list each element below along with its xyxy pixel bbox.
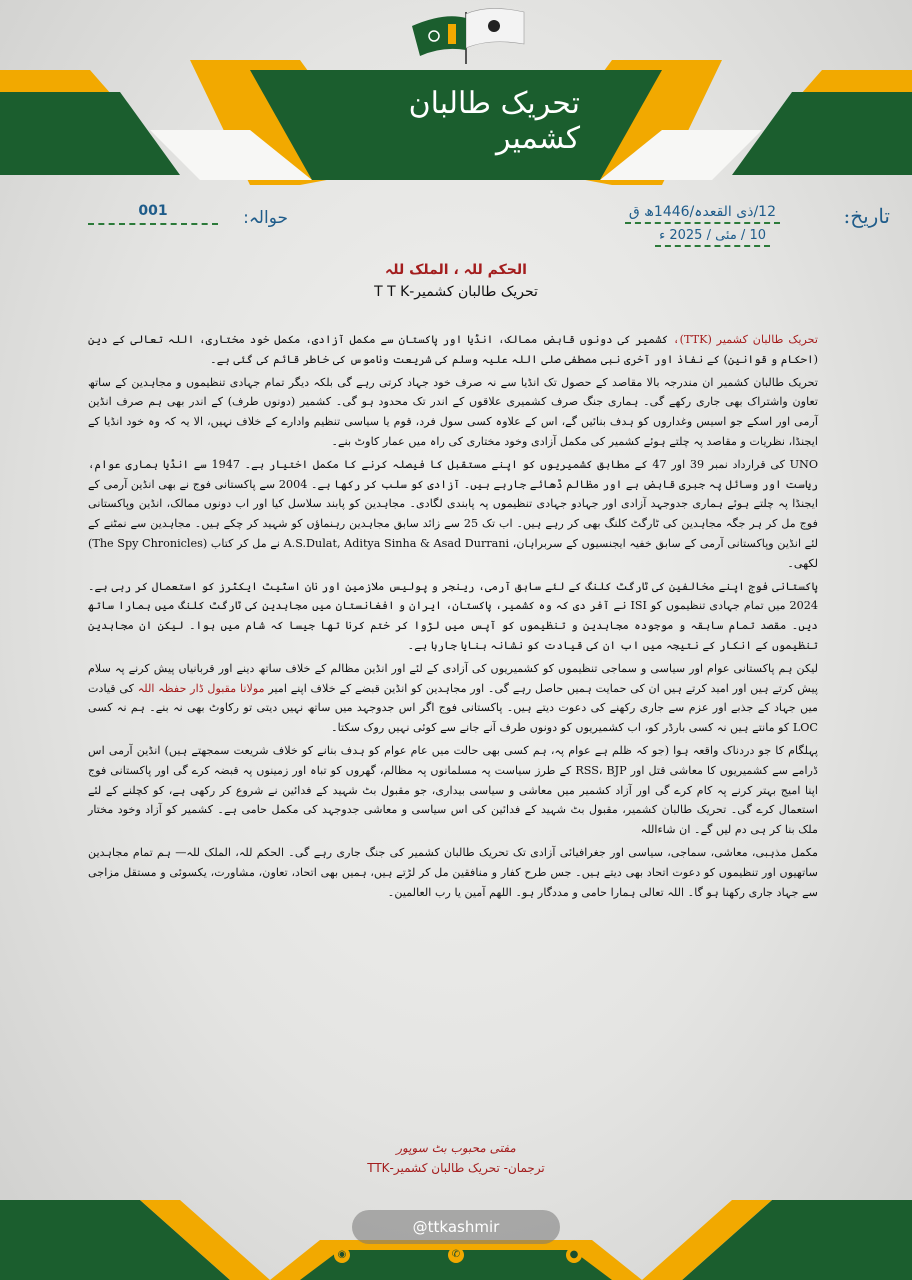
date-hijri: 12/ذی القعدہ/1446ھ ق (625, 204, 780, 224)
phone-icon: ✆ (448, 1247, 464, 1263)
paragraph-3: UNO کی قرارداد نمبر 39 اور 47 کے مطابق کشمیریوں کو اپنے مستقبل کا فیصلہ کرنے کا مکمل اختیار ہے۔ 1947 سے انڈیا ہماری عوام، ریاست اور وسائل پہ جبری قابض ہے اور مظالم ڈھائے جارہے ہیں۔ آزادی کو سلب کر رکھا ہے۔ 2004 سے پاکستانی فوج نے بھی انڈین آرمی کے ایجنڈا پہ چلتے ہوئے ہماری جدوجہد آزادی اور جہادو جہادی تنظیموں پہ پابندی لگادی۔ مجاہدین کو پابند سلاسل کیا اور اب دونوں ممالک، انڈین وپاکستانی فوج مل کر ہر جگہ مجاہدین کی ٹارگٹ کلنگ بھی کر رہے ہیں۔ اب تک 25 سے زائد سابق مجاہدین رہنماؤں کو شہید کر چکے ہیں۔ مجاہدین سے نمٹنے کے لئے انڈین وپاکستانی آرمی کے سابق خفیہ ایجنسیوں کے سربراہان، A.S.Dulat, Aditya Sinha & Asad Durrani نے مل کر کتاب (The Spy Chronicles) لکھی۔ (88, 457, 819, 570)
reference-block (88, 203, 288, 233)
signatory-name: مفتی محبوب بٹ سوپور (396, 1141, 516, 1155)
paragraph-6: پہلگام کا جو دردناک واقعہ ہوا (جو کہ ظلم ہے عوام پہ، ہم کسی بھی حالت میں عام عوام کو ہدف بنانے کو خلاف شریعت سمجھتے ہیں) انڈین آرمی اس ڈرامے سے کشمیریوں کا معاشی قتل اور RSS، BJP کے طرز سیاست پہ مسلمانوں پہ مظالم، گھروں کو تباہ اور زمینوں پہ قبضہ کرے گی اور پاکستانی فوج اپنا امیج بہتر کرنے پہ کام کرے گی اور آزاد کشمیر میں معاشی و سیاسی بیداری، جو مقبول بٹ شہید کے فدائین نے شروع کر رکھی ہے، کو کچلنے کے لئے استعمال کرے گی۔ تحریک طالبان کشمیر، مقبول بٹ شہید کے فدائین کی اس سیاسی و معاشی جدوجہد کی مکمل حامی ہے۔ کشمیر کو آزاد وخود مختار ملک بنا کر ہی دم لیں گے۔ ان شاءاللہ (88, 743, 818, 837)
paragraph-7: مکمل مذہبی، معاشی، سماجی، سیاسی اور جغرافیائی آزادی تک تحریک طالبان کشمیر کی جنگ جاری رہے گی۔ الحکم للہ، الملک للہ— ہم تمام مجاہدین ساتھیوں اور تنظیموں کو دعوت اتحاد بھی دیتے ہیں۔ جس طرح کفار و منافقین مل کر لڑتے ہیں، ہمیں بھی اتحاد، تعاون، مشاورت، یکسوئی و مستقل مزاجی سے جہاد جاری رکھنا ہو گا۔ اللہ تعالی ہمارا حامی و مددگار ہو۔ اللھم آمین یا رب العالمین۔ (88, 845, 818, 899)
organization-logo: تحریک طالبان کشمیر (408, 86, 580, 156)
pin-icon: ● (566, 1247, 582, 1263)
leader-name: مولانا مقبول ڈار حفظہ اللہ (137, 681, 265, 695)
date-block (590, 200, 890, 255)
paragraph-1: تحریک طالبان کشمیر (TTK)، کشمیر کی دونوں قابض ممالک، انڈیا اور پاکستان سے مکمل آزادی، مکمل خود مختاری، اللہ تعالی کے دین (احکام و قوانین) کے نفاذ اور آخری نبی مصطفی صلی اللہ علیہ وسلم کی شریعت وناموس کی خاطر قائم کی گئی ہے۔ (88, 333, 818, 366)
reference-label: حوالہ: (243, 208, 288, 228)
paragraph-2: تحریک طالبان کشمیر ان مندرجہ بالا مقاصد کے حصول تک انڈیا سے نہ صرف خود جہاد کرتی رہے گی بلکہ دیگر تمام جہادی تنظیموں و مجاہدین کے ساتھ تعاون واشتراک بھی جاری رکھے گی۔ ہماری جنگ صرف کشمیری علاقوں کے اندر تک محدود ہو گی۔ کشمیر (دونوں طرف) کے اندر بھی ہم صرف انڈین آرمی اور اسکے جو اسیس وغداروں کو ہدف بنائیں گے، اس کے علاوہ کسی سول فرد، قوم یا سیاسی تنظیم وادارے کے خلاف نہیں، الا یہ کہ وہ خود انڈیا کے ایجنڈا، نظریات و مقاصد پہ چلتے ہوئے کشمیر کی مکمل آزادی وخود مختاری کی راہ میں عمار کاوٹ بنے۔ (88, 375, 818, 448)
location-icon: ◉ (334, 1247, 350, 1263)
motto: الحکم للہ ، الملک للہ (385, 262, 527, 278)
social-handle[interactable]: @ttkashmir (352, 1210, 560, 1244)
paragraph-5: لیکن ہم پاکستانی عوام اور سیاسی و سماجی تنظیموں کو کشمیریوں کی آزادی کے لئے اور انڈین مظالم کے خلاف ساتھ دینے اور قربانیاں پیش کرنے پہ سلام پیش کرتے ہیں اور امید کرتے ہیں ان کی حمایت ہمیں حاصل رہے گی۔ اور مجاہدین کو انڈین قبضے کے خلاف اپنے امیر مولانا مقبول ڈار حفظہ اللہ کی قیادت میں جہاد کے جذبے اور عزم سے جاری رکھنے کی دعوت دیتے ہیں۔ پاکستانی فوج اگر اس جدوجہد میں ساتھ نہیں دیتی تو رکاوٹ بھی نہ بنے۔ ہم نہ کسی LOC کو مانتے ہیں نہ کسی بارڈر کو، اب کشمیریوں کو دونوں طرف آنے جانے سے کوئی نہیں روک سکتا۔ (88, 661, 818, 735)
organization-name: تحریک طالبان کشمیر (TTK)، (673, 333, 818, 346)
document-subtitle: تحریک طالبان کشمیر-T T K (374, 284, 538, 300)
signatory-title: ترجمان- تحریک طالبان کشمیر-TTK (367, 1161, 545, 1175)
reference-number: 001 (88, 203, 218, 225)
paragraph-4: پاکستانی فوج اپنے مخالفین کی ٹارگٹ کلنگ کے لئے سابق آرمی، رینجر و پولیس ملازمین اور نان اسٹیٹ ایکٹرز کو استعمال کر رہی ہے۔ 2024 میں تمام جہادی تنظیموں کو ISI نے آفر دی کہ وہ کشمیر، پاکستان، ایران و افغانستان میں مجاہدین کی ٹارگٹ کلنگ میں ہمارا ساتھ دیں۔ مقصد تمام سابقہ و موجودہ مجاہدین و تنظیموں کو آپس میں لڑوا کر ختم کرنا تھا جیسا کہ شام میں ہوا۔ لیکن ان مجاہدین تنظیموں کے انکار کے نتیجہ میں اب ان کی قیادت کو نشانہ بنایا جارہا ہے۔ (88, 579, 818, 652)
date-gregorian: 10 / مئی / 2025 ء (655, 228, 770, 247)
date-label: تاریخ: (843, 204, 890, 228)
statement-body (88, 330, 818, 905)
flags-emblem (408, 4, 528, 66)
